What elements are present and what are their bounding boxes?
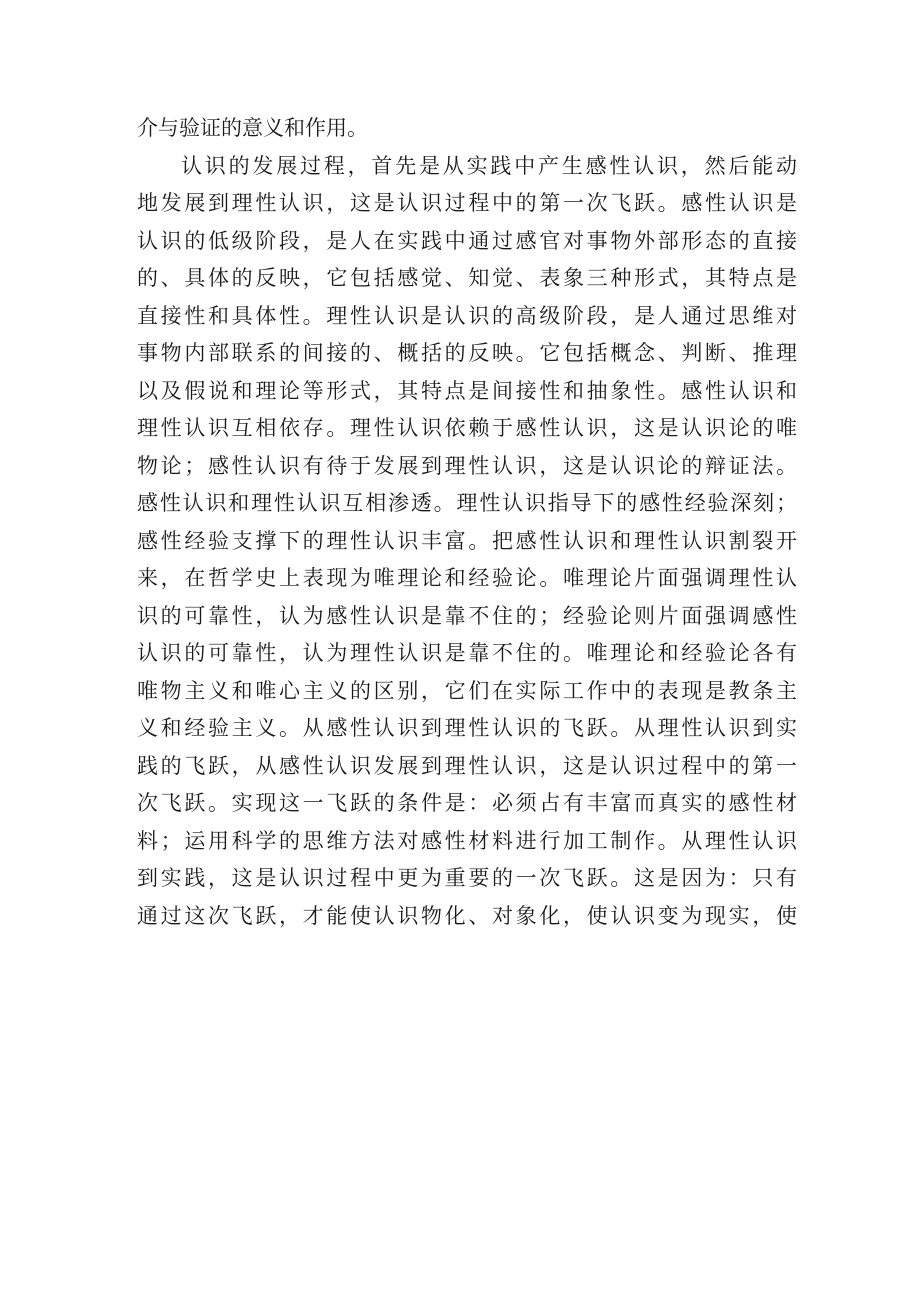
text-line: 介与验证的意义和作用。 bbox=[137, 116, 368, 140]
text-line: 认识的可靠性，认为理性认识是靠不住的。唯理论和经验论各有 bbox=[137, 641, 797, 665]
text-line: 来，在哲学史上表现为唯理论和经验论。唯理论片面强调理性认 bbox=[137, 566, 797, 590]
text-line: 直接性和具体性。理性认识是认识的高级阶段，是人通过思维对 bbox=[137, 303, 797, 328]
text-line: 的、具体的反映，它包括感觉、知觉、表象三种形式，其特点是 bbox=[137, 266, 797, 290]
text-line: 料；运用科学的思维方法对感性材料进行加工制作。从理性认识 bbox=[137, 828, 797, 853]
text-line: 感性认识和理性认识互相渗透。理性认识指导下的感性经验深刻； bbox=[137, 491, 797, 515]
body-text bbox=[137, 110, 797, 935]
text-line: 认识的低级阶段，是人在实践中通过感官对事物外部形态的直接 bbox=[137, 228, 797, 253]
text-line: 唯物主义和唯心主义的区别，它们在实际工作中的表现是教条主 bbox=[137, 678, 797, 703]
text-line: 物论；感性认识有待于发展到理性认识，这是认识论的辩证法。 bbox=[137, 453, 797, 478]
text-line: 义和经验主义。从感性认识到理性认识的飞跃。从理性认识到实 bbox=[137, 716, 797, 740]
text-line: 理性认识互相依存。理性认识依赖于感性认识，这是认识论的唯 bbox=[137, 416, 797, 440]
text-line: 事物内部联系的间接的、概括的反映。它包括概念、判断、推理 bbox=[137, 341, 797, 365]
text-line: 到实践，这是认识过程中更为重要的一次飞跃。这是因为：只有 bbox=[137, 866, 797, 890]
text-line: 践的飞跃，从感性认识发展到理性认识，这是认识过程中的第一 bbox=[137, 753, 797, 778]
text-line: 感性经验支撑下的理性认识丰富。把感性认识和理性认识割裂开 bbox=[137, 528, 797, 553]
text-line: 次飞跃。实现这一飞跃的条件是：必须占有丰富而真实的感性材 bbox=[137, 791, 797, 815]
paragraph-first-line: 认识的发展过程，首先是从实践中产生感性认识，然后能动 bbox=[181, 153, 797, 178]
text-line: 识的可靠性，认为感性认识是靠不住的；经验论则片面强调感性 bbox=[137, 603, 797, 628]
text-line: 以及假说和理论等形式，其特点是间接性和抽象性。感性认识和 bbox=[137, 378, 797, 403]
text-line: 通过这次飞跃，才能使认识物化、对象化，使认识变为现实，使 bbox=[137, 903, 797, 928]
text-line: 地发展到理性认识，这是认识过程中的第一次飞跃。感性认识是 bbox=[137, 191, 797, 215]
